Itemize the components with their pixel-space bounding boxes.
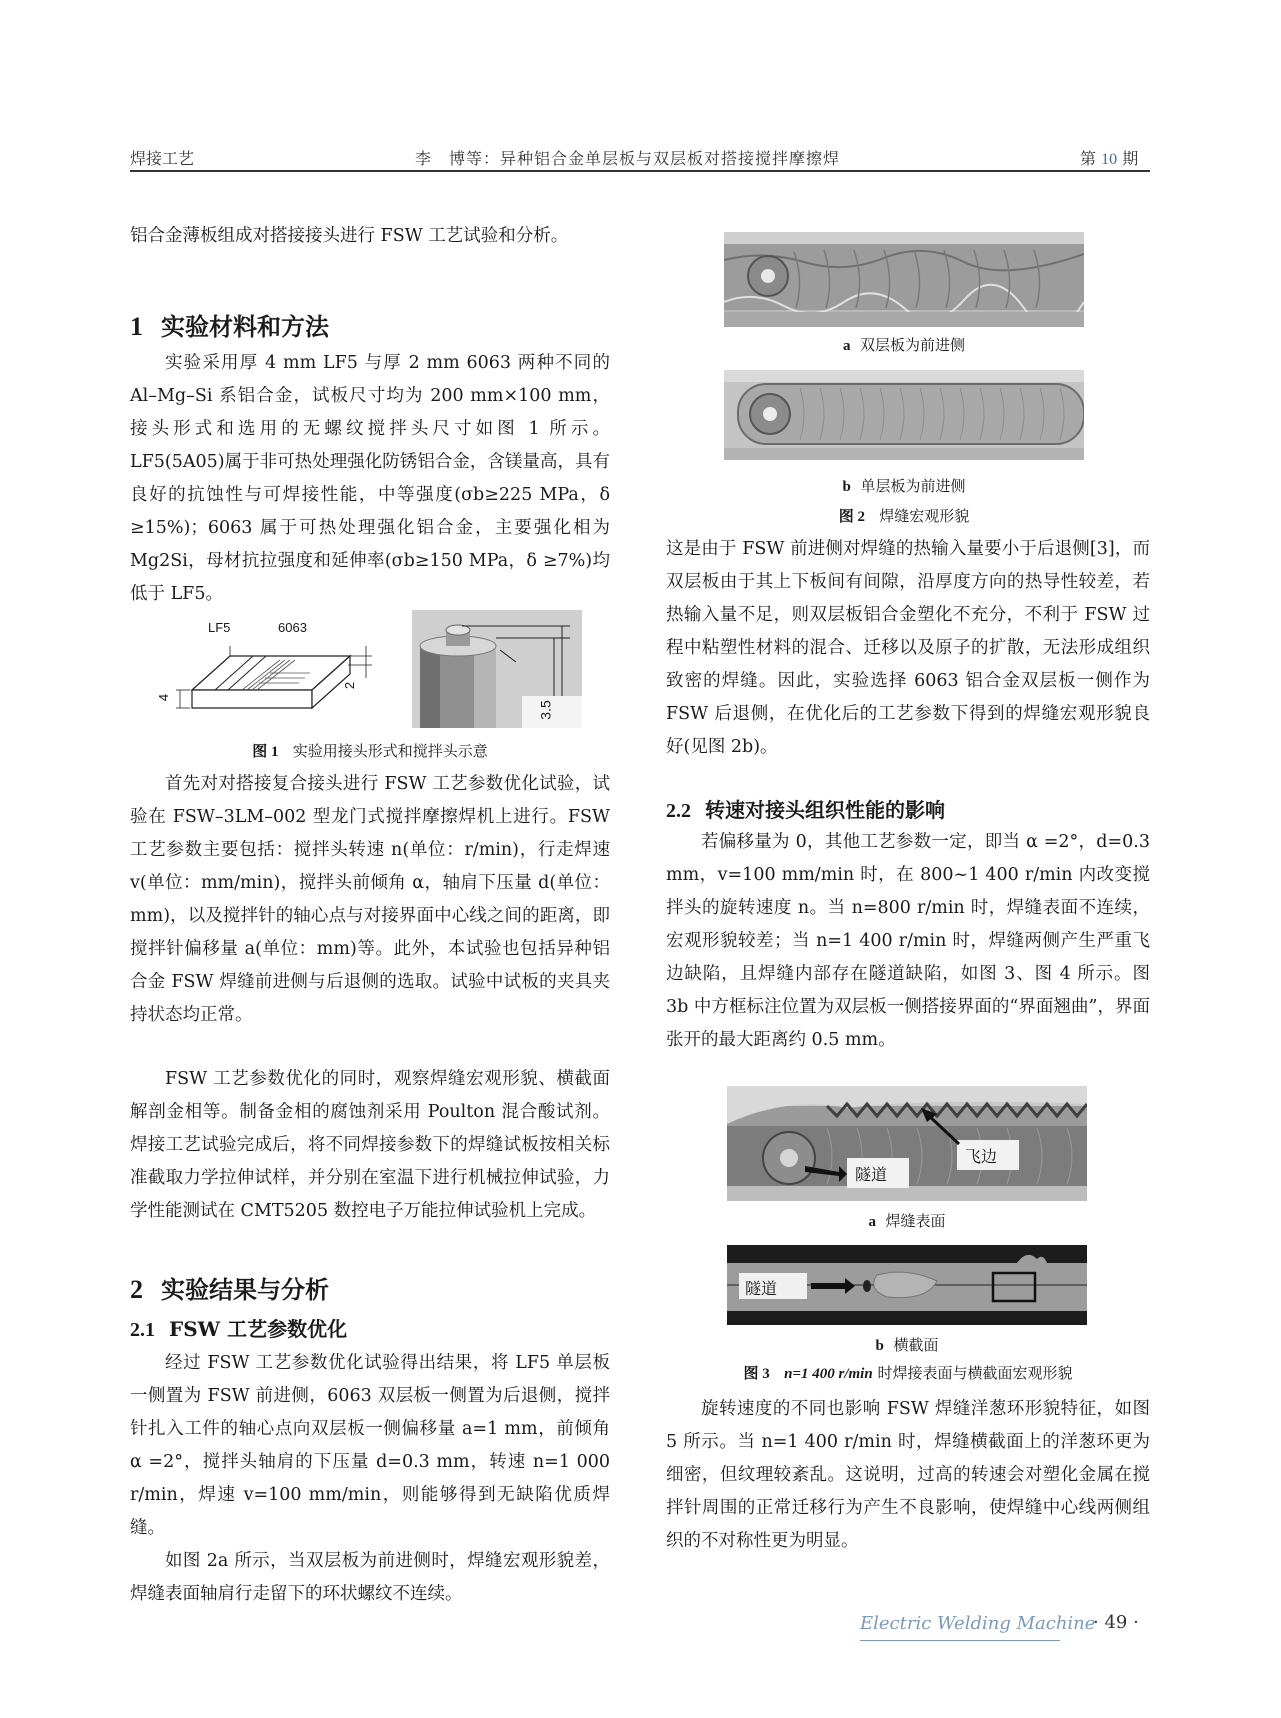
subfigure-text: 横截面 bbox=[893, 1336, 939, 1354]
caption-text: 实验用接头形式和搅拌头示意 bbox=[292, 742, 488, 760]
label-6063: 6063 bbox=[278, 620, 307, 635]
figure3a-photo bbox=[727, 1086, 1087, 1201]
subfigure-letter: a bbox=[868, 1214, 876, 1230]
label-lf5: LF5 bbox=[208, 620, 231, 635]
paragraph-observation: FSW 工艺参数优化的同时，观察焊缝宏观形貌、横截面解剖金相等。制备金相的腐蚀剂采用 Poulton 混合酸试剂。焊接工艺试验完成后，将不同焊接参数下的焊缝试板按相关标准截取力学拉伸试样，并分别在室温下进行机械拉伸试验，力学性能测试在 CMT5205 数控电子万能拉伸试验机上完成。 bbox=[130, 1069, 610, 1221]
intro-paragraph: 铝合金薄板组成对搭接接头进行 FSW 工艺试验和分析。 bbox=[130, 226, 569, 246]
paragraph-process-parameters: 首先对对搭接复合接头进行 FSW 工艺参数优化试验，试验在 FSW–3LM–002 型龙门式搅拌摩擦焊机上进行。FSW 工艺参数主要包括：搅拌头转速 n(单位：r/min)，行走焊速 v(单位：mm/min)，搅拌头前倾角 α，轴肩下压量 d(单位：mm)，以及搅拌针的轴心点与对接界面中心线之间的距离，即搅拌针偏移量 a(单位：mm)等。此外，本试验也包括异种铝合金 FSW 焊缝前进侧与后退侧的选取。试验中试板的夹具夹持状态均正常。 bbox=[130, 774, 610, 1025]
subfigure-text: 焊缝表面 bbox=[885, 1212, 946, 1230]
paragraph-materials: 实验采用厚 4 mm LF5 与厚 2 mm 6063 两种不同的 Al–Mg–Si 系铝合金，试板尺寸均为 200 mm×100 mm，接头形式和选用的无螺纹搅拌头尺寸如图 1 所示。LF5(5A05)属于非可热处理强化防锈铝合金，含镁量高，具有良好的抗蚀性与可焊接性能，中等强度(σb≥225 MPa，δ ≥15%)；6063 属于可热处理强化铝合金，主要强化相为 Mg2Si，母材抗拉强度和延伸率(σb≥150 MPa，δ ≥7%)均低于 LF5。 bbox=[130, 353, 610, 604]
paragraph-heat-input: 这是由于 FSW 前进侧对焊缝的热输入量要小于后退侧[3]，而双层板由于其上下板间有间隙，沿厚度方向的热导性较差，若热输入量不足，则双层板铝合金塑化不充分，不利于 FSW 过程中粘塑性材料的混合、迁移以及原子的扩散，无法形成组织致密的焊缝。因此，实验选择 6063 铝合金双层板一侧作为 FSW 后退侧，在优化后的工艺参数下得到的焊缝宏观形貌良好(见图 2b)。 bbox=[666, 539, 1150, 757]
subsection-title: 转速对接头组织性能的影响 bbox=[705, 798, 945, 822]
journal-name: Electric Welding Machine bbox=[860, 1613, 1096, 1634]
issue-number: 10 bbox=[1101, 151, 1118, 168]
subfigure-text: 单层板为前进侧 bbox=[860, 477, 966, 495]
paragraph-onion-ring: 旋转速度的不同也影响 FSW 焊缝洋葱环形貌特征，如图 5 所示。当 n=1 400 r/min 时，焊缝横截面上的洋葱环更为细密，但纹理较紊乱。这说明，过高的转速会对塑化金属在搅拌针周围的正常迁移行为产生不良影响，使焊缝中心线两侧组织的不对称性更为明显。 bbox=[666, 1399, 1150, 1551]
paragraph-figure2a-note: 如图 2a 所示，当双层板为前进侧时，焊缝宏观形貌差，焊缝表面轴肩行走留下的环状螺纹不连续。 bbox=[130, 1551, 610, 1604]
figure2b-label bbox=[724, 475, 1084, 496]
subsection-2-2-heading bbox=[666, 794, 945, 823]
caption-text: 焊缝宏观形貌 bbox=[879, 507, 970, 525]
header-rule bbox=[130, 170, 1150, 172]
figure2-caption bbox=[724, 505, 1084, 526]
subfigure-letter: a bbox=[842, 338, 851, 354]
dim-3-5: 3.5 bbox=[537, 700, 554, 720]
subsection-2-1-heading bbox=[130, 1313, 347, 1342]
running-header-left: 焊接工艺 bbox=[130, 149, 195, 168]
subfigure-letter: b bbox=[875, 1338, 884, 1354]
caption-number: 图 3 bbox=[743, 1366, 770, 1382]
figure2b-photo bbox=[724, 370, 1084, 460]
figure3-caption bbox=[666, 1362, 1150, 1383]
figure1-caption bbox=[130, 740, 610, 761]
dim-4: 4 bbox=[156, 693, 172, 702]
subfigure-letter: b bbox=[842, 479, 851, 495]
subsection-title: FSW 工艺参数优化 bbox=[169, 1317, 348, 1341]
section-number: 2 bbox=[130, 1275, 143, 1304]
figure3b-photo bbox=[727, 1245, 1087, 1325]
figure1-tool-photo bbox=[412, 610, 582, 728]
caption-text: 时焊接表面与横截面宏观形貌 bbox=[877, 1364, 1073, 1382]
figure3a-label bbox=[727, 1210, 1087, 1231]
footer-rule bbox=[860, 1640, 1060, 1641]
subfigure-text: 双层板为前进侧 bbox=[860, 336, 966, 354]
label-tunnel: 隧道 bbox=[745, 1279, 778, 1298]
caption-number: 图 2 bbox=[838, 509, 865, 525]
figure2a-photo bbox=[724, 232, 1084, 327]
caption-number: 图 1 bbox=[252, 744, 279, 760]
running-header-issue bbox=[1080, 146, 1138, 169]
figure2a-label bbox=[724, 334, 1084, 355]
issue-prefix: 第 bbox=[1080, 149, 1097, 168]
section-2-heading bbox=[130, 1270, 329, 1305]
label-flash: 飞边 bbox=[965, 1147, 998, 1166]
caption-speed: n=1 400 r/min bbox=[784, 1366, 873, 1382]
paragraph-optimization-result: 经过 FSW 工艺参数优化试验得出结果，将 LF5 单层板一侧置为 FSW 前进侧，6063 双层板一侧置为后退侧，搅拌针扎入工件的轴心点向双层板一侧偏移量 a=1 mm，前倾角 α =2°，搅拌头轴肩的下压量 d=0.3 mm，转速 n=1 000 r/min，焊速 v=100 mm/min，则能够得到无缺陷优质焊缝。 bbox=[130, 1353, 610, 1538]
section-title: 实验材料和方法 bbox=[161, 312, 329, 341]
section-title: 实验结果与分析 bbox=[161, 1275, 329, 1304]
figure1-joint-diagram bbox=[156, 618, 380, 726]
issue-suffix: 期 bbox=[1122, 149, 1139, 168]
section-1-heading bbox=[130, 307, 329, 342]
subsection-number: 2.1 bbox=[130, 1319, 155, 1341]
section-number: 1 bbox=[130, 312, 143, 341]
label-tunnel: 隧道 bbox=[855, 1165, 888, 1184]
subsection-number: 2.2 bbox=[666, 800, 691, 822]
paragraph-rotation-speed: 若偏移量为 0，其他工艺参数一定，即当 α =2°，d=0.3 mm，v=100 mm/min 时，在 800~1 400 r/min 内改变搅拌头的旋转速度 n。当 n=800 r/min 时，焊缝表面不连续，宏观形貌较差；当 n=1 400 r/min 时，焊缝两侧产生严重飞边缺陷，且焊缝内部存在隧道缺陷，如图 3、图 4 所示。图 3b 中方框标注位置为双层板一侧搭接界面的“界面翘曲”，界面张开的最大距离约 0.5 mm。 bbox=[666, 832, 1150, 1050]
page-number: · 49 · bbox=[1093, 1612, 1139, 1633]
dim-2: 2 bbox=[342, 681, 358, 690]
figure3b-label bbox=[727, 1334, 1087, 1355]
running-header-title: 李 博等：异种铝合金单层板与双层板对搭接搅拌摩擦焊 bbox=[415, 149, 841, 168]
